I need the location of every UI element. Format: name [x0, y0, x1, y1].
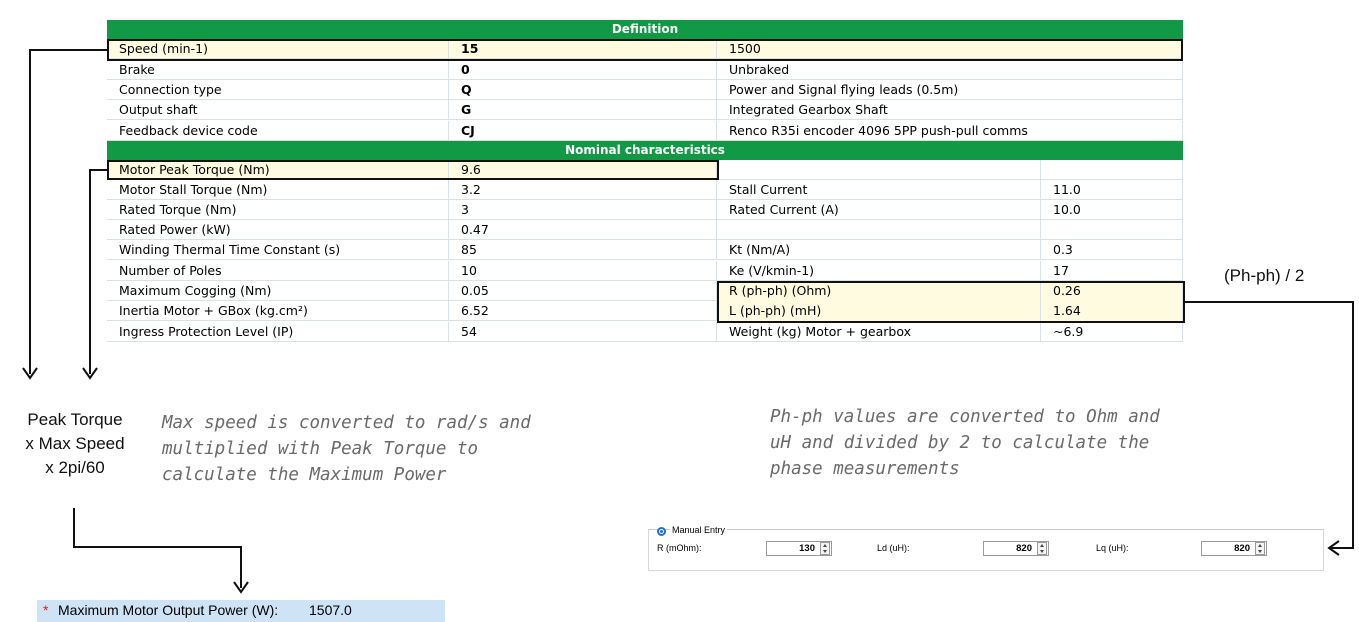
- row-value2: 1.64: [1041, 301, 1183, 321]
- row-label: Brake: [107, 60, 449, 80]
- row-code: CJ: [449, 121, 717, 141]
- row-value: 0.47: [449, 220, 717, 240]
- power-formula: [12, 408, 138, 480]
- nominal-row: [107, 281, 1183, 301]
- row-label2: Ke (V/kmin-1): [717, 261, 1041, 281]
- row-label: Maximum Cogging (Nm): [107, 281, 449, 301]
- row-label2: Kt (Nm/A): [717, 240, 1041, 260]
- formula-line: x 2pi/60: [45, 458, 105, 477]
- arrow-left-icon: [1325, 539, 1343, 557]
- ld-label: Ld (uH):: [877, 543, 910, 553]
- row-label: Feedback device code: [107, 121, 449, 141]
- row-label: Ingress Protection Level (IP): [107, 322, 449, 342]
- manual-entry-group: [648, 525, 1324, 571]
- row-value2: 0.3: [1041, 240, 1183, 260]
- row-value: 10: [449, 261, 717, 281]
- manual-entry-title: Manual Entry: [672, 525, 726, 535]
- row-value: 85: [449, 240, 717, 260]
- row-value: 54: [449, 322, 717, 342]
- ph-divide-label: (Ph-ph) / 2: [1224, 266, 1305, 285]
- definition-row: [107, 121, 1183, 141]
- row-label: Inertia Motor + GBox (kg.cm²): [107, 301, 449, 321]
- ld-input[interactable]: 820: [983, 541, 1049, 556]
- definition-header: Definition: [107, 20, 1183, 39]
- nominal-row: [107, 200, 1183, 220]
- row-code: 0: [449, 60, 717, 80]
- speed-connector-h: [29, 49, 109, 51]
- row-label2: Weight (kg) Motor + gearbox: [717, 322, 1041, 342]
- row-label2: Rated Current (A): [717, 200, 1041, 220]
- nominal-row: [107, 301, 1183, 321]
- note-line: calculate the Maximum Power: [162, 465, 447, 485]
- arrow-down-icon: [21, 364, 39, 382]
- max-power-label: Maximum Motor Output Power (W):: [58, 602, 279, 618]
- row-value2: [1041, 160, 1183, 180]
- nominal-row: [107, 160, 1183, 180]
- row-value: 6.52: [449, 301, 717, 321]
- r-input[interactable]: 130: [766, 541, 832, 556]
- nominal-header: Nominal characteristics: [107, 141, 1183, 160]
- lq-spinner[interactable]: [1255, 542, 1265, 555]
- row-value: 0.05: [449, 281, 717, 301]
- speed-connector-v: [29, 49, 31, 374]
- row-value: Unbraked: [717, 60, 1183, 80]
- row-value: 1500: [717, 39, 1183, 59]
- row-label2: [717, 220, 1041, 240]
- row-label: Output shaft: [107, 100, 449, 120]
- row-value2: [1041, 220, 1183, 240]
- row-value2: 17: [1041, 261, 1183, 281]
- row-value2: 11.0: [1041, 180, 1183, 200]
- row-value: 3.2: [449, 180, 717, 200]
- max-speed-note: [162, 410, 531, 488]
- row-label: Connection type: [107, 80, 449, 100]
- row-label: Motor Stall Torque (Nm): [107, 180, 449, 200]
- torque-connector-h: [89, 169, 109, 171]
- nominal-row: [107, 240, 1183, 260]
- row-value2: 10.0: [1041, 200, 1183, 220]
- arrow-down-icon: [232, 578, 250, 596]
- row-label: Rated Torque (Nm): [107, 200, 449, 220]
- lq-label: Lq (uH):: [1096, 543, 1129, 553]
- row-code: Q: [449, 80, 717, 100]
- r-label: R (mOhm):: [657, 543, 702, 553]
- ph-ph-note: [770, 404, 1160, 482]
- ld-spinner[interactable]: [1037, 542, 1047, 555]
- row-label: Speed (min-1): [107, 39, 449, 59]
- nominal-row: [107, 220, 1183, 240]
- formula-connector-v: [73, 508, 75, 548]
- r-spinner[interactable]: [820, 542, 830, 555]
- lq-input[interactable]: 820: [1201, 541, 1267, 556]
- definition-row: [107, 80, 1183, 100]
- row-label: Winding Thermal Time Constant (s): [107, 240, 449, 260]
- row-value: 9.6: [449, 160, 717, 180]
- definition-row: [107, 39, 1183, 59]
- nominal-row: [107, 261, 1183, 281]
- torque-connector-v: [89, 169, 91, 374]
- nominal-row: [107, 322, 1183, 342]
- note-line: uH and divided by 2 to calculate the: [770, 433, 1150, 453]
- required-mark: *: [43, 602, 49, 618]
- row-label2: R (ph-ph) (Ohm): [717, 281, 1041, 301]
- note-line: Max speed is converted to rad/s and: [162, 413, 531, 433]
- note-line: multiplied with Peak Torque to: [162, 439, 479, 459]
- row-value2: 0.26: [1041, 281, 1183, 301]
- row-code: 15: [449, 39, 717, 59]
- row-value: 3: [449, 200, 717, 220]
- definition-row: [107, 60, 1183, 80]
- definition-row: [107, 100, 1183, 120]
- row-label: Motor Peak Torque (Nm): [107, 160, 449, 180]
- ph-connector-v: [1352, 301, 1354, 549]
- max-power-value[interactable]: 1507.0: [309, 602, 352, 618]
- nominal-row: [107, 180, 1183, 200]
- row-value2: ~6.9: [1041, 322, 1183, 342]
- row-label2: [717, 160, 1041, 180]
- formula-line: Peak Torque: [27, 410, 123, 429]
- max-power-field-row: [37, 600, 445, 622]
- note-line: phase measurements: [770, 459, 960, 479]
- row-value: Renco R35i encoder 4096 5PP push-pull comms: [717, 121, 1183, 141]
- row-code: G: [449, 100, 717, 120]
- ph-connector-h: [1184, 301, 1354, 303]
- row-label: Number of Poles: [107, 261, 449, 281]
- arrow-down-icon: [81, 364, 99, 382]
- formula-line: x Max Speed: [25, 434, 125, 453]
- note-line: Ph-ph values are converted to Ohm and: [770, 407, 1160, 427]
- row-value: Integrated Gearbox Shaft: [717, 100, 1183, 120]
- row-label: Rated Power (kW): [107, 220, 449, 240]
- formula-connector-h: [73, 546, 242, 548]
- manual-entry-radio[interactable]: [657, 527, 666, 536]
- row-label2: L (ph-ph) (mH): [717, 301, 1041, 321]
- row-value: Power and Signal flying leads (0.5m): [717, 80, 1183, 100]
- row-label2: Stall Current: [717, 180, 1041, 200]
